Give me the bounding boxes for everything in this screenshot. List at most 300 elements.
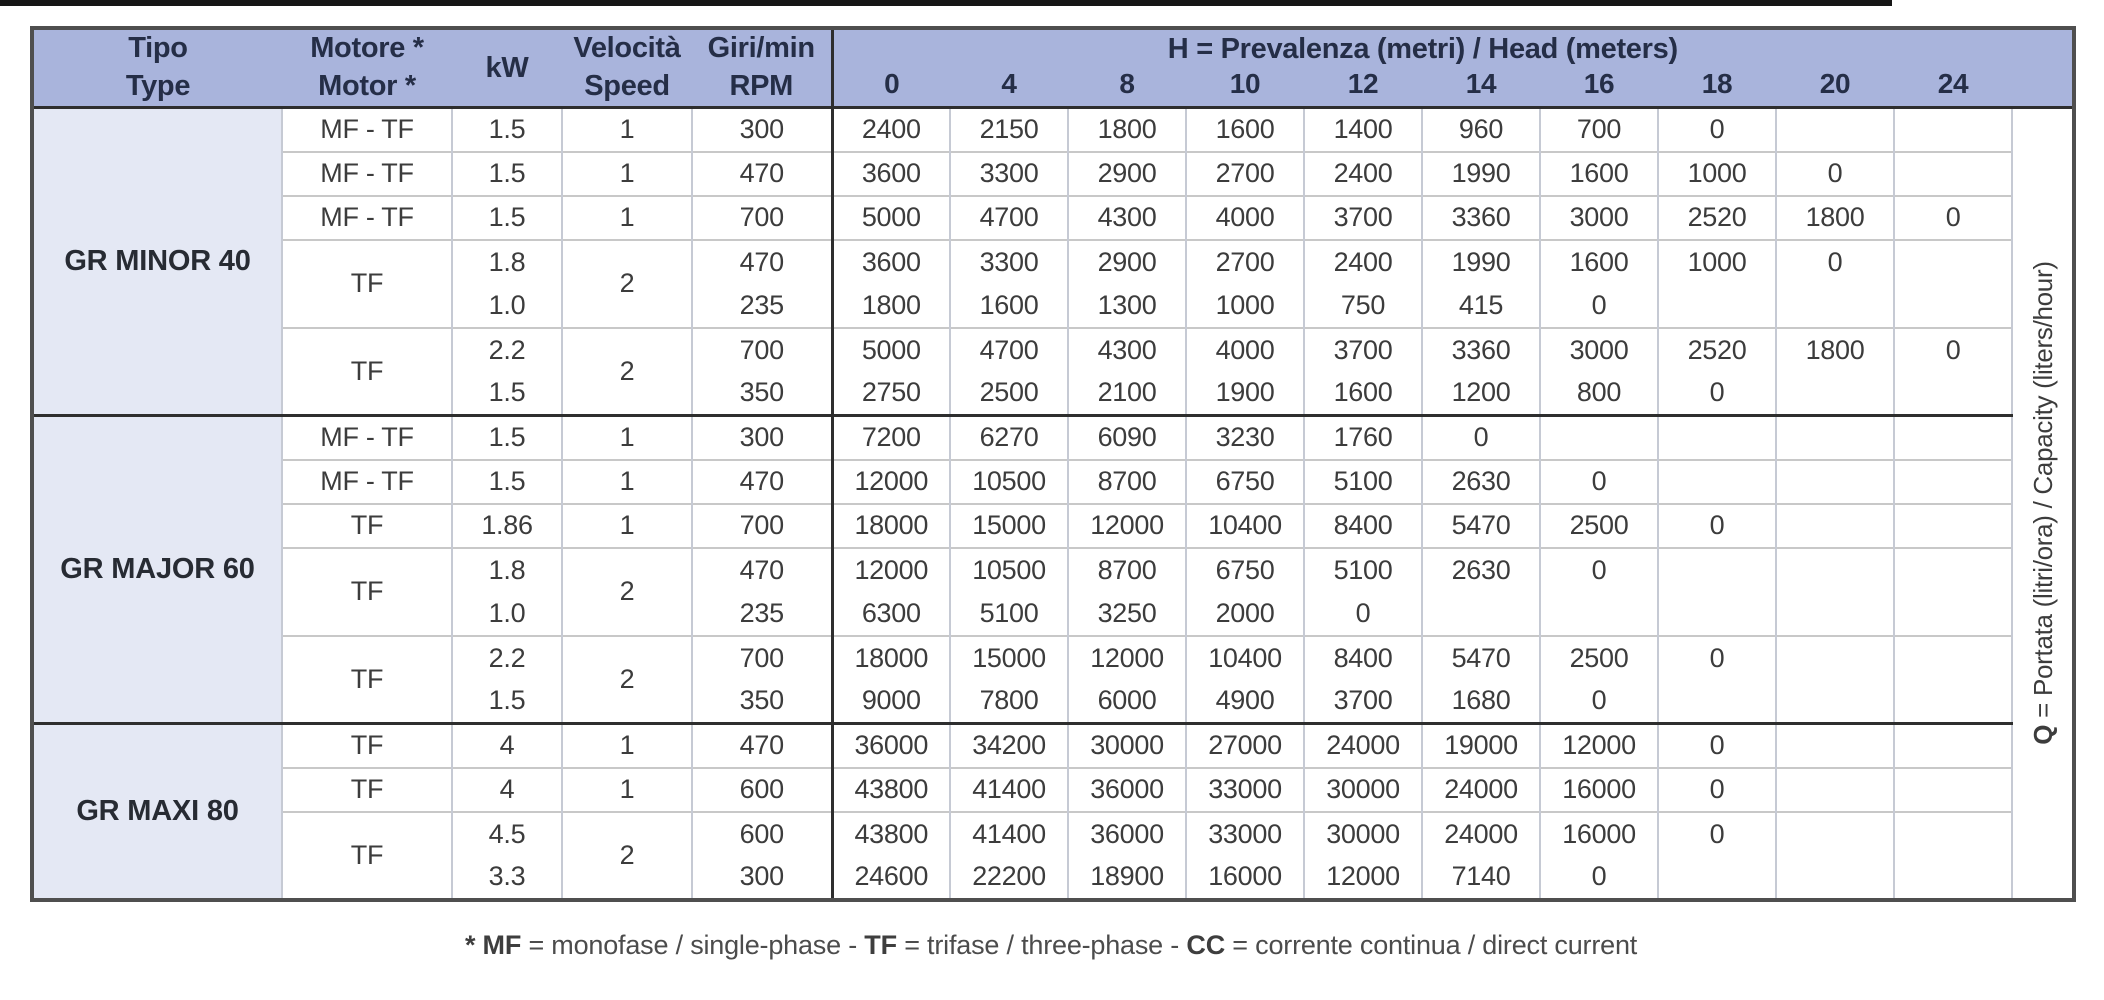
speed-cell: 1 [562,460,692,504]
table-row [32,196,2074,240]
value-cell: 10500 [950,548,1068,592]
footnote-text: = trifase / three-phase - [896,930,1187,960]
value-cell: 1600 [1186,108,1304,152]
value-cell: 2100 [1068,372,1186,416]
table-row [32,328,2074,372]
rpm-cell: 470 [692,460,832,504]
col-header-rpm-line2: RPM [729,70,794,102]
value-cell: 4900 [1186,680,1304,724]
value-cell: 24000 [1422,768,1540,812]
rpm-cell: 600 [692,768,832,812]
h-head-title-symbol: H [1167,33,1189,65]
col-header-motore-line2: Motor * [318,70,416,102]
value-cell [1658,548,1776,592]
h-head-title-text: = Prevalenza (metri) / Head (meters) [1188,33,1678,65]
h-column-header: 14 [1422,68,1540,108]
speed-cell: 2 [562,636,692,724]
rpm-cell: 470 [692,152,832,196]
kw-cell: 1.5 [452,108,562,152]
value-cell: 33000 [1186,812,1304,856]
motor-cell: TF [282,768,452,812]
speed-cell: 1 [562,196,692,240]
group-name-cell: GR MAXI 80 [32,724,282,900]
value-cell: 0 [1422,416,1540,460]
speed-cell: 2 [562,548,692,636]
value-cell [1776,636,1894,680]
value-cell [1776,812,1894,856]
value-cell: 15000 [950,636,1068,680]
table-row [32,152,2074,196]
speed-cell: 1 [562,504,692,548]
speed-cell: 2 [562,240,692,328]
value-cell: 0 [1304,592,1422,636]
table-body [32,108,2074,900]
h-column-header: 24 [1894,68,2012,108]
value-cell: 2000 [1186,592,1304,636]
kw-cell: 4.5 [452,812,562,856]
value-cell: 1680 [1422,680,1540,724]
value-cell: 15000 [950,504,1068,548]
speed-cell: 1 [562,768,692,812]
table-row [32,240,2074,284]
h-column-header: 10 [1186,68,1304,108]
value-cell: 9000 [832,680,950,724]
col-header-rpm-line1: Giri/min [707,32,815,65]
value-cell: 0 [1658,724,1776,768]
value-cell [1894,416,2012,460]
value-cell [1776,108,1894,152]
table-row [32,460,2074,504]
footnote [30,930,2072,961]
value-cell: 10400 [1186,636,1304,680]
value-cell: 3600 [832,240,950,284]
value-cell: 1000 [1186,284,1304,328]
value-cell: 8400 [1304,504,1422,548]
q-axis-label-text: = Portata (litri/ora) / Capacity (liters/hour) [2027,261,2058,725]
value-cell: 6270 [950,416,1068,460]
value-cell: 41400 [950,768,1068,812]
value-cell [1894,812,2012,856]
q-axis-label-symbol: Q [2027,725,2058,745]
kw-cell: 1.5 [452,372,562,416]
value-cell: 12000 [1068,504,1186,548]
value-cell: 1800 [1068,108,1186,152]
value-cell [1894,680,2012,724]
value-cell: 4700 [950,328,1068,372]
footnote-text: = corrente continua / direct current [1225,930,1638,960]
motor-cell: MF - TF [282,196,452,240]
value-cell: 750 [1304,284,1422,328]
value-cell: 5000 [832,196,950,240]
value-cell: 0 [1776,240,1894,284]
value-cell: 1800 [1776,328,1894,372]
footnote-keyword: TF [864,930,897,960]
value-cell: 2400 [832,108,950,152]
h-column-header: 8 [1068,68,1186,108]
value-cell: 700 [1540,108,1658,152]
q-column-header-spacer [2012,28,2074,108]
kw-cell: 3.3 [452,856,562,900]
motor-cell: TF [282,240,452,328]
group-name-cell: GR MINOR 40 [32,108,282,416]
value-cell [1776,680,1894,724]
value-cell [1894,240,2012,284]
value-cell [1776,416,1894,460]
value-cell: 1200 [1422,372,1540,416]
rpm-cell: 700 [692,504,832,548]
rpm-cell: 470 [692,240,832,284]
kw-cell: 1.5 [452,196,562,240]
footnote-keyword: * MF [464,930,522,960]
value-cell: 0 [1540,680,1658,724]
value-cell [1894,372,2012,416]
motor-cell: MF - TF [282,460,452,504]
kw-cell: 1.0 [452,284,562,328]
col-header-velocita [562,28,692,108]
speed-cell: 2 [562,812,692,900]
value-cell: 1600 [1304,372,1422,416]
value-cell: 1990 [1422,152,1540,196]
rpm-cell: 300 [692,416,832,460]
value-cell: 0 [1540,284,1658,328]
value-cell: 0 [1658,504,1776,548]
value-cell [1894,768,2012,812]
value-cell: 7140 [1422,856,1540,900]
value-cell: 2630 [1422,548,1540,592]
col-header-tipo-line1: Tipo [128,32,188,65]
value-cell: 34200 [950,724,1068,768]
rpm-cell: 700 [692,328,832,372]
table-row [32,724,2074,768]
value-cell [1894,724,2012,768]
value-cell: 18000 [832,504,950,548]
value-cell: 3000 [1540,328,1658,372]
value-cell: 24000 [1422,812,1540,856]
speed-cell: 1 [562,724,692,768]
value-cell: 2500 [1540,504,1658,548]
value-cell: 1990 [1422,240,1540,284]
table-row [32,108,2074,152]
footnote-keyword: CC [1186,930,1225,960]
value-cell: 1600 [1540,240,1658,284]
motor-cell: MF - TF [282,416,452,460]
col-header-tipo-line2: Type [125,70,191,102]
value-cell: 0 [1658,372,1776,416]
value-cell: 6000 [1068,680,1186,724]
table-row [32,416,2074,460]
table-row [32,504,2074,548]
kw-cell: 4 [452,768,562,812]
value-cell: 5100 [950,592,1068,636]
value-cell: 7800 [950,680,1068,724]
value-cell [1894,108,2012,152]
h-column-header: 20 [1776,68,1894,108]
value-cell: 1600 [950,284,1068,328]
col-header-kw: kW [452,28,562,108]
motor-cell: TF [282,504,452,548]
value-cell: 0 [1540,548,1658,592]
value-cell: 0 [1658,108,1776,152]
col-header-motore-line1: Motore * [310,32,424,65]
value-cell: 4000 [1186,328,1304,372]
value-cell: 3360 [1422,328,1540,372]
value-cell [1658,284,1776,328]
table-row [32,636,2074,680]
h-column-header: 4 [950,68,1068,108]
value-cell: 8700 [1068,548,1186,592]
value-cell: 36000 [1068,812,1186,856]
value-cell: 2700 [1186,240,1304,284]
value-cell: 12000 [1304,856,1422,900]
value-cell: 4700 [950,196,1068,240]
value-cell [1776,284,1894,328]
value-cell: 3000 [1540,196,1658,240]
value-cell [1776,856,1894,900]
motor-cell: TF [282,328,452,416]
value-cell [1540,592,1658,636]
kw-cell: 2.2 [452,328,562,372]
kw-cell: 1.5 [452,152,562,196]
value-cell [1894,636,2012,680]
value-cell: 30000 [1068,724,1186,768]
value-cell: 5100 [1304,548,1422,592]
kw-cell: 1.8 [452,240,562,284]
kw-cell: 2.2 [452,636,562,680]
value-cell: 5000 [832,328,950,372]
value-cell [1776,372,1894,416]
rpm-cell: 235 [692,284,832,328]
value-cell: 2500 [1540,636,1658,680]
value-cell: 1400 [1304,108,1422,152]
rpm-cell: 600 [692,812,832,856]
kw-cell: 1.8 [452,548,562,592]
value-cell [1894,592,2012,636]
value-cell: 6750 [1186,548,1304,592]
value-cell: 24000 [1304,724,1422,768]
footnote-text: = monofase / single-phase - [521,930,865,960]
speed-cell: 1 [562,416,692,460]
value-cell: 36000 [832,724,950,768]
value-cell: 960 [1422,108,1540,152]
table-header [32,28,2074,108]
value-cell: 3230 [1186,416,1304,460]
value-cell: 2400 [1304,240,1422,284]
value-cell: 12000 [832,548,950,592]
value-cell: 2520 [1658,196,1776,240]
header-row-main [32,28,2074,68]
value-cell: 30000 [1304,768,1422,812]
value-cell [1658,856,1776,900]
value-cell: 16000 [1540,812,1658,856]
value-cell: 2630 [1422,460,1540,504]
value-cell: 0 [1776,152,1894,196]
value-cell: 3360 [1422,196,1540,240]
value-cell: 8700 [1068,460,1186,504]
value-cell: 3600 [832,152,950,196]
table-row [32,812,2074,856]
motor-cell: TF [282,724,452,768]
value-cell: 43800 [832,812,950,856]
value-cell: 18000 [832,636,950,680]
value-cell: 0 [1658,812,1776,856]
value-cell: 6750 [1186,460,1304,504]
value-cell: 43800 [832,768,950,812]
value-cell: 1600 [1540,152,1658,196]
kw-cell: 1.0 [452,592,562,636]
value-cell: 12000 [1068,636,1186,680]
value-cell: 24600 [832,856,950,900]
kw-cell: 4 [452,724,562,768]
value-cell: 33000 [1186,768,1304,812]
q-axis-label-cell [2012,108,2074,900]
value-cell: 2900 [1068,240,1186,284]
motor-cell: TF [282,548,452,636]
value-cell: 0 [1658,636,1776,680]
value-cell: 19000 [1422,724,1540,768]
value-cell: 4300 [1068,196,1186,240]
value-cell: 0 [1894,328,2012,372]
value-cell: 415 [1422,284,1540,328]
rpm-cell: 470 [692,724,832,768]
value-cell: 16000 [1186,856,1304,900]
value-cell: 12000 [1540,724,1658,768]
value-cell: 16000 [1540,768,1658,812]
rpm-cell: 350 [692,372,832,416]
value-cell [1658,680,1776,724]
value-cell: 1000 [1658,240,1776,284]
value-cell [1894,284,2012,328]
value-cell: 10500 [950,460,1068,504]
value-cell: 4300 [1068,328,1186,372]
value-cell [1776,548,1894,592]
value-cell: 3300 [950,152,1068,196]
speed-cell: 2 [562,328,692,416]
value-cell: 2900 [1068,152,1186,196]
value-cell: 22200 [950,856,1068,900]
value-cell [1422,592,1540,636]
value-cell: 2700 [1186,152,1304,196]
motor-cell: MF - TF [282,108,452,152]
value-cell [1776,504,1894,548]
h-column-header: 0 [832,68,950,108]
rpm-cell: 235 [692,592,832,636]
value-cell [1894,548,2012,592]
value-cell: 3250 [1068,592,1186,636]
value-cell [1894,856,2012,900]
value-cell [1776,592,1894,636]
value-cell: 3700 [1304,196,1422,240]
value-cell: 1300 [1068,284,1186,328]
page-top-edge-line [0,0,1892,6]
value-cell: 1000 [1658,152,1776,196]
value-cell [1776,460,1894,504]
h-column-header: 12 [1304,68,1422,108]
value-cell: 1800 [1776,196,1894,240]
kw-cell: 1.86 [452,504,562,548]
value-cell: 3300 [950,240,1068,284]
value-cell: 3700 [1304,680,1422,724]
kw-cell: 1.5 [452,680,562,724]
value-cell [1658,592,1776,636]
value-cell: 1760 [1304,416,1422,460]
value-cell: 2400 [1304,152,1422,196]
col-header-tipo [32,28,282,108]
value-cell: 27000 [1186,724,1304,768]
value-cell: 7200 [832,416,950,460]
value-cell: 36000 [1068,768,1186,812]
group-name-cell: GR MAJOR 60 [32,416,282,724]
value-cell: 30000 [1304,812,1422,856]
value-cell: 800 [1540,372,1658,416]
motor-cell: TF [282,636,452,724]
value-cell: 0 [1658,768,1776,812]
motor-cell: MF - TF [282,152,452,196]
speed-cell: 1 [562,108,692,152]
value-cell [1894,504,2012,548]
value-cell: 41400 [950,812,1068,856]
value-cell: 3700 [1304,328,1422,372]
value-cell: 1900 [1186,372,1304,416]
rpm-cell: 300 [692,108,832,152]
value-cell: 8400 [1304,636,1422,680]
col-header-motore [282,28,452,108]
col-header-velocita-line1: Velocità [573,32,681,65]
value-cell: 18900 [1068,856,1186,900]
value-cell [1776,768,1894,812]
value-cell [1540,416,1658,460]
col-header-rpm [692,28,832,108]
value-cell [1894,460,2012,504]
value-cell: 10400 [1186,504,1304,548]
value-cell [1894,152,2012,196]
h-column-header: 18 [1658,68,1776,108]
value-cell: 6300 [832,592,950,636]
motor-cell: TF [282,812,452,900]
table-row [32,768,2074,812]
value-cell: 5470 [1422,636,1540,680]
value-cell: 0 [1894,196,2012,240]
h-column-header: 16 [1540,68,1658,108]
kw-cell: 1.5 [452,460,562,504]
rpm-cell: 700 [692,196,832,240]
value-cell: 0 [1540,856,1658,900]
value-cell [1658,416,1776,460]
value-cell: 0 [1540,460,1658,504]
value-cell: 2520 [1658,328,1776,372]
value-cell: 6090 [1068,416,1186,460]
rpm-cell: 350 [692,680,832,724]
pump-specs-table [30,26,2076,902]
value-cell: 1800 [832,284,950,328]
rpm-cell: 470 [692,548,832,592]
value-cell: 12000 [832,460,950,504]
value-cell: 2150 [950,108,1068,152]
value-cell [1658,460,1776,504]
value-cell: 5100 [1304,460,1422,504]
speed-cell: 1 [562,152,692,196]
table-row [32,548,2074,592]
value-cell: 2750 [832,372,950,416]
value-cell: 4000 [1186,196,1304,240]
rpm-cell: 300 [692,856,832,900]
value-cell: 2500 [950,372,1068,416]
value-cell [1776,724,1894,768]
rpm-cell: 700 [692,636,832,680]
h-head-title [832,28,2012,68]
col-header-velocita-line2: Speed [584,70,670,102]
q-axis-label [2027,261,2058,745]
kw-cell: 1.5 [452,416,562,460]
